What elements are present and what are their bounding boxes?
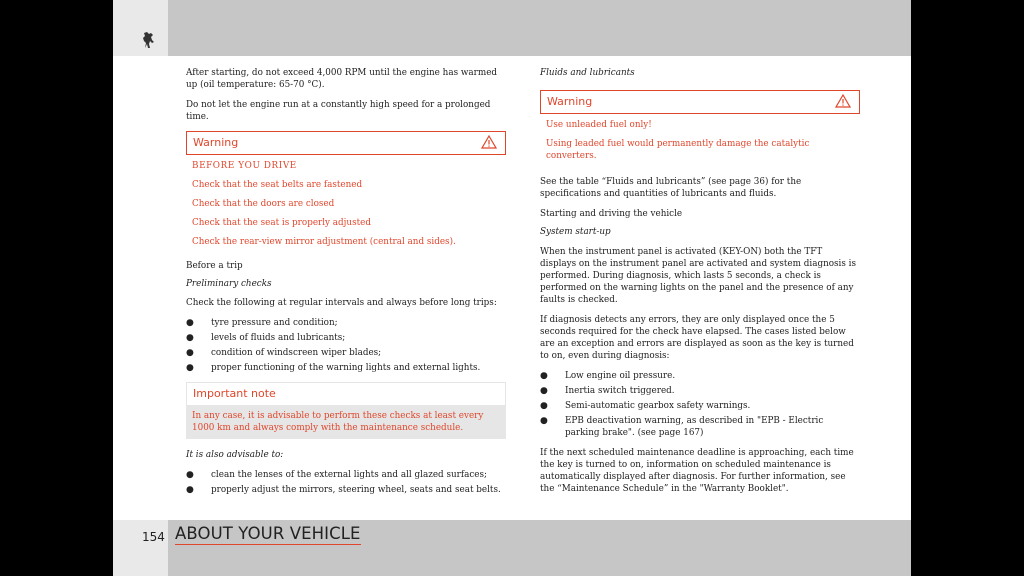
warning-triangle-icon [835,94,851,108]
warning-item: Check that the doors are closed [192,199,335,209]
warning-item: Using leaded fuel would permanently damage the catalytic converters. [546,139,810,161]
bullet-icon: ● [186,318,194,328]
list-item: ● levels of fluids and lubricants; [186,333,346,343]
paragraph-warmup: After starting, do not exceed 4,000 RPM until the engine has warmed up (oil temperature: 65-70 °C). [186,68,498,90]
list-item: ● proper functioning of the warning lights and external lights. [186,363,481,373]
list-item: ● EPB deactivation warning, as described in "EPB - Electric parking brake". (see page 167) [540,416,824,438]
warning-item: Check that the seat belts are fastened [192,180,363,190]
warning-box-before-drive [186,131,506,155]
warning-item: BEFORE YOU DRIVE [192,161,297,171]
logo-box [113,0,168,56]
bullet-icon: ● [540,416,548,426]
heading-fluids: Fluids and lubricants [540,68,635,78]
list-item: ● Semi-automatic gearbox safety warnings. [540,401,751,411]
paragraph-see-table: See the table “Fluids and lubricants” (see page 36) for the specifications and quantities of lubricants and fluids. [540,177,802,199]
list-item: ● properly adjust the mirrors, steering wheel, seats and seat belts. [186,485,501,495]
heading-starting: Starting and driving the vehicle [540,209,683,219]
bullet-icon: ● [186,348,194,358]
cases-list [540,370,860,439]
important-note-box [186,382,506,439]
note-header [186,382,506,406]
list-item: ● Inertia switch triggered. [540,386,675,396]
warning-box-fuel [540,90,860,114]
bullet-icon: ● [186,333,194,343]
list-item: ● condition of windscreen wiper blades; [186,348,382,358]
bullet-icon: ● [186,470,194,480]
left-column [186,67,506,504]
warning-title: Warning [547,95,593,108]
header-bar [113,0,911,56]
list-item: ● clean the lenses of the external lights and all glazed surfaces; [186,470,487,480]
checks-list [186,317,506,374]
bullet-icon: ● [540,386,548,396]
warning-item: Check that the seat is properly adjusted [192,218,371,228]
warning-item: Use unleaded fuel only! [546,120,652,130]
section-title: ABOUT YOUR VEHICLE [175,524,361,543]
heading-advisable: It is also advisable to: [186,450,284,460]
page-number-box [113,520,168,576]
note-body: In any case, it is advisable to perform these checks at least every 1000 km and always comply with the maintenance schedule. [192,411,484,433]
advice-list [186,469,506,496]
warning-triangle-icon [481,135,497,149]
bullet-icon: ● [540,371,548,381]
bullet-icon: ● [186,485,194,495]
paragraph-high-speed: Do not let the engine run at a constantly high speed for a prolonged time. [186,100,491,122]
heading-before-trip: Before a trip [186,261,243,271]
heading-system-startup: System start-up [540,227,611,237]
manual-page [113,0,911,576]
right-column [540,67,860,503]
bullet-icon: ● [540,401,548,411]
warning-item: Check the rear-view mirror adjustment (central and sides). [192,237,456,247]
heading-preliminary-checks: Preliminary checks [186,279,272,289]
paragraph-check-intro: Check the following at regular intervals and always before long trips: [186,298,497,308]
list-item: ● tyre pressure and condition; [186,318,338,328]
page-number: 154 [142,530,165,544]
warning-title: Warning [193,136,239,149]
bullet-icon: ● [186,363,194,373]
paragraph-errors: If diagnosis detects any errors, they are only displayed once the 5 seconds required for the check have elapsed. The cases listed below are an exception and errors are displayed as soon as the key is turned to on, even during diagnosis: [540,315,854,361]
paragraph-key-on: When the instrument panel is activated (KEY-ON) both the TFT displays on the instrument panel are activated and system diagnosis is performed. During diagnosis, which lasts 5 seconds, a check is performed on the warning lights on the panel and the presence of any faults is checked. [540,247,857,305]
paragraph-maintenance: If the next scheduled maintenance deadline is approaching, each time the key is turned to on, information on scheduled maintenance is automatically displayed after diagnosis. For further information, see the “Maintenance Schedule” in the "Warranty Booklet". [540,448,854,494]
list-item: ● Low engine oil pressure. [540,371,676,381]
note-title: Important note [193,387,276,400]
prancing-horse-icon [141,31,155,49]
